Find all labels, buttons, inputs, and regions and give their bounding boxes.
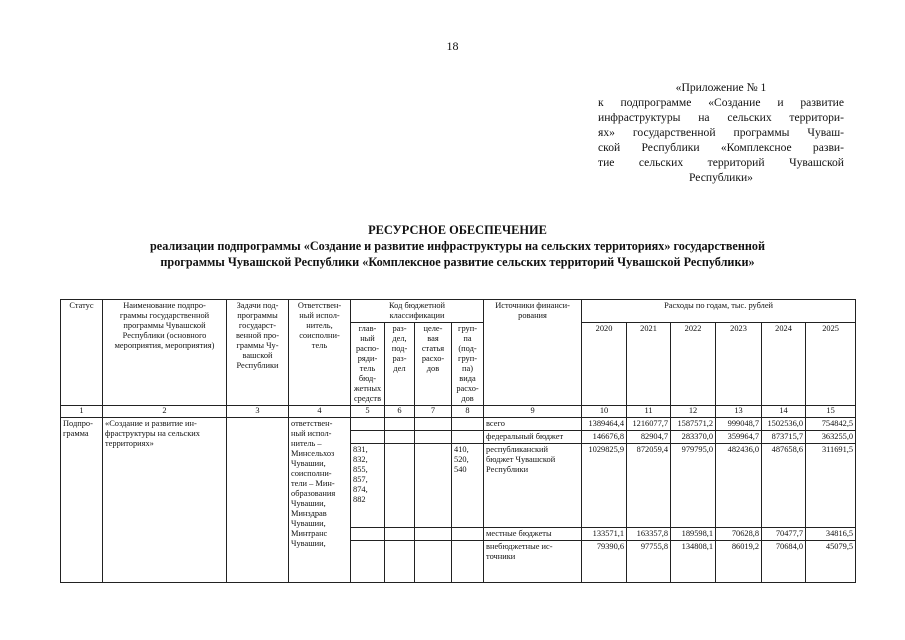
value-cell: 79390,6 xyxy=(582,541,627,583)
column-number: 9 xyxy=(484,406,582,418)
source-cell: республиканский бюджет Чувашской Республики xyxy=(484,444,582,528)
csr-cell xyxy=(415,528,452,541)
column-number: 4 xyxy=(289,406,351,418)
column-number: 8 xyxy=(452,406,484,418)
value-cell: 82904,7 xyxy=(627,431,671,444)
value-cell: 70684,0 xyxy=(762,541,806,583)
value-cell: 363255,0 xyxy=(806,431,856,444)
value-cell: 999048,7 xyxy=(716,418,762,431)
header-tasks: Задачи под- программы государст- венной про- граммы Чу- вашской Республики xyxy=(227,300,289,406)
value-cell: 189598,1 xyxy=(671,528,716,541)
appendix-note xyxy=(598,80,844,185)
status-cell: Подпро- грамма xyxy=(61,418,103,583)
appendix-line: ской Республики «Комплексное разви- xyxy=(598,141,844,154)
grs-cell xyxy=(351,528,385,541)
vr-cell xyxy=(452,528,484,541)
value-cell: 1029825,9 xyxy=(582,444,627,528)
source-cell: местные бюджеты xyxy=(484,528,582,541)
value-cell: 754842,5 xyxy=(806,418,856,431)
csr-cell xyxy=(415,444,452,528)
header-vr: груп- па (под- груп- па) вида расхо- дов xyxy=(452,323,484,406)
header-rzpr: раз- дел, под- раз- дел xyxy=(385,323,415,406)
header-year: 2022 xyxy=(671,323,716,406)
value-cell: 873715,7 xyxy=(762,431,806,444)
header-year: 2025 xyxy=(806,323,856,406)
appendix-line: инфраструктуры на сельских территори- xyxy=(598,111,844,124)
column-number: 14 xyxy=(762,406,806,418)
value-cell: 70628,8 xyxy=(716,528,762,541)
appendix-line: «Приложение № 1 xyxy=(675,81,767,94)
column-number: 10 xyxy=(582,406,627,418)
value-cell: 34816,5 xyxy=(806,528,856,541)
column-number: 11 xyxy=(627,406,671,418)
source-cell: внебюджетные ис- точники xyxy=(484,541,582,583)
header-csr: целе- вая статья расхо- дов xyxy=(415,323,452,406)
value-cell: 146676,8 xyxy=(582,431,627,444)
header-year: 2024 xyxy=(762,323,806,406)
rzpr-cell xyxy=(385,541,415,583)
appendix-line: Республики» xyxy=(689,171,753,184)
budget-table xyxy=(60,299,856,583)
grs-cell xyxy=(351,418,385,431)
rzpr-cell xyxy=(385,431,415,444)
value-cell: 1216077,7 xyxy=(627,418,671,431)
value-cell: 134808,1 xyxy=(671,541,716,583)
grs-cell: 831, 832, 855, 857, 874, 882 xyxy=(351,444,385,528)
csr-cell xyxy=(415,541,452,583)
header-name: Наименование подпро- граммы государственной программы Чувашской Республики (основного мероприятия, мероприятия) xyxy=(103,300,227,406)
column-number: 1 xyxy=(61,406,103,418)
vr-cell xyxy=(452,541,484,583)
responsible-cell: ответствен- ный испол- нитель – Минсельхоз Чувашии, соисполни- тели – Мин- образования Чувашии, Минздрав Чувашии, Минтранс Чувашии, xyxy=(289,418,351,583)
column-number: 13 xyxy=(716,406,762,418)
header-year: 2021 xyxy=(627,323,671,406)
value-cell: 163357,8 xyxy=(627,528,671,541)
table-row xyxy=(61,418,856,431)
column-number-row xyxy=(61,406,856,418)
value-cell: 45079,5 xyxy=(806,541,856,583)
column-number: 2 xyxy=(103,406,227,418)
appendix-line: ях» государственной программы Чуваш- xyxy=(598,126,844,139)
header-year: 2020 xyxy=(582,323,627,406)
source-cell: всего xyxy=(484,418,582,431)
value-cell: 86019,2 xyxy=(716,541,762,583)
header-year: 2023 xyxy=(716,323,762,406)
title-sub-line: реализации подпрограммы «Создание и развитие инфраструктуры на сельских территориях» государственной xyxy=(150,239,765,253)
appendix-line: к подпрограмме «Создание и развитие xyxy=(598,96,844,109)
csr-cell xyxy=(415,418,452,431)
appendix-line: тие сельских территорий Чувашской xyxy=(598,156,844,169)
rzpr-cell xyxy=(385,418,415,431)
value-cell: 311691,5 xyxy=(806,444,856,528)
value-cell: 70477,7 xyxy=(762,528,806,541)
rzpr-cell xyxy=(385,444,415,528)
value-cell: 979795,0 xyxy=(671,444,716,528)
value-cell: 359964,7 xyxy=(716,431,762,444)
header-status: Статус xyxy=(61,300,103,406)
value-cell: 133571,1 xyxy=(582,528,627,541)
title-main: РЕСУРСНОЕ ОБЕСПЕЧЕНИЕ xyxy=(368,223,547,237)
value-cell: 487658,6 xyxy=(762,444,806,528)
grs-cell xyxy=(351,541,385,583)
column-number: 3 xyxy=(227,406,289,418)
header-row xyxy=(61,300,856,323)
value-cell: 872059,4 xyxy=(627,444,671,528)
title-sub-line: программы Чувашской Республики «Комплексное развитие сельских территорий Чувашской Республики» xyxy=(160,255,755,269)
header-grs: глав- ный распо- ряди- тель бюд- жетных средств xyxy=(351,323,385,406)
page-number: 18 xyxy=(446,39,459,53)
grs-cell xyxy=(351,431,385,444)
csr-cell xyxy=(415,431,452,444)
source-cell: федеральный бюджет xyxy=(484,431,582,444)
vr-cell: 410, 520, 540 xyxy=(452,444,484,528)
value-cell: 283370,0 xyxy=(671,431,716,444)
value-cell: 482436,0 xyxy=(716,444,762,528)
column-number: 5 xyxy=(351,406,385,418)
program-name-cell: «Создание и развитие ин- фраструктуры на сельских территориях» xyxy=(103,418,227,583)
value-cell: 1587571,2 xyxy=(671,418,716,431)
column-number: 7 xyxy=(415,406,452,418)
document-title xyxy=(60,222,855,270)
header-expenses: Расходы по годам, тыс. рублей xyxy=(582,300,856,323)
tasks-cell xyxy=(227,418,289,583)
vr-cell xyxy=(452,418,484,431)
value-cell: 97755,8 xyxy=(627,541,671,583)
column-number: 15 xyxy=(806,406,856,418)
header-responsible: Ответствен- ный испол- нитель, соисполни- тель xyxy=(289,300,351,406)
column-number: 6 xyxy=(385,406,415,418)
rzpr-cell xyxy=(385,528,415,541)
value-cell: 1389464,4 xyxy=(582,418,627,431)
value-cell: 1502536,0 xyxy=(762,418,806,431)
header-budget-code: Код бюджетной классификации xyxy=(351,300,484,323)
column-number: 12 xyxy=(671,406,716,418)
header-sources: Источники финанси- рования xyxy=(484,300,582,406)
vr-cell xyxy=(452,431,484,444)
